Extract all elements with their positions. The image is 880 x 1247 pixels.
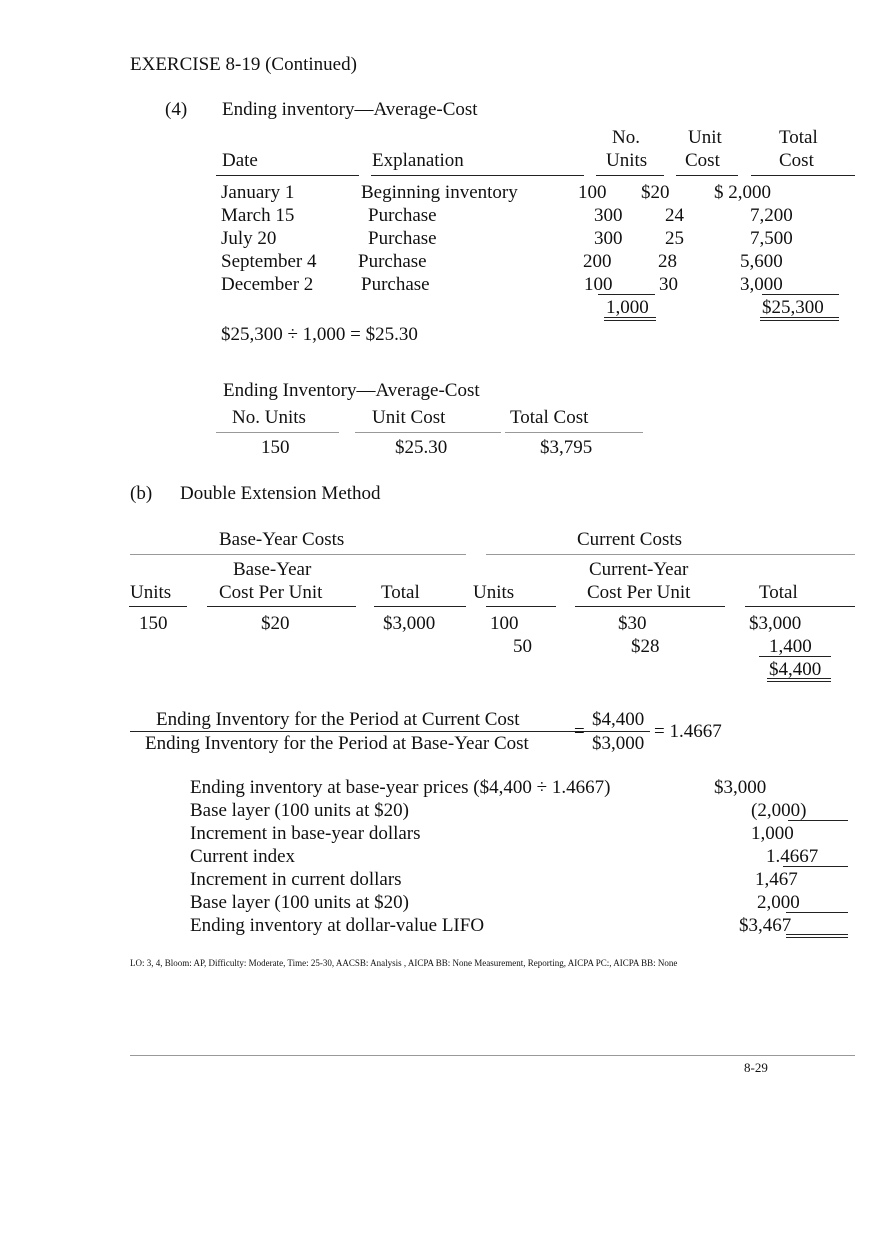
current-total: $3,000 (749, 613, 802, 634)
row-units: 300 (594, 205, 623, 226)
line-label: Current index (190, 846, 296, 867)
current-cpu: $28 (631, 636, 660, 657)
page-title: EXERCISE 8-19 (Continued) (130, 54, 357, 75)
line-value: (2,000) (751, 800, 807, 821)
base-total: $3,000 (383, 613, 436, 634)
col-header: Units (606, 150, 648, 171)
row-explanation: Purchase (368, 205, 437, 226)
line-label: Ending inventory at dollar-value LIFO (190, 915, 485, 936)
col-header: Base-Year (233, 559, 312, 580)
row-date: September 4 (221, 251, 317, 272)
base-units: 150 (139, 613, 168, 634)
col-header: Cost (685, 150, 720, 171)
row-explanation: Purchase (361, 274, 430, 295)
col-header-date: Date (222, 150, 258, 171)
ratio-equals: = (574, 721, 585, 742)
row-total: $ 2,000 (714, 182, 771, 203)
col-header: Units (130, 582, 172, 603)
row-explanation: Purchase (358, 251, 427, 272)
current-grand-total: $4,400 (769, 659, 822, 680)
row-explanation: Beginning inventory (361, 182, 518, 203)
col-header-explanation: Explanation (372, 150, 464, 171)
row-units: 300 (594, 228, 623, 249)
line-value: 1,000 (751, 823, 794, 844)
col-header: Units (473, 582, 515, 603)
row-total: 7,200 (750, 205, 793, 226)
ratio-denominator: $3,000 (592, 733, 645, 754)
page-number: 8-29 (744, 1060, 768, 1075)
summary-header-unit-cost: Unit Cost (372, 407, 446, 428)
summary-units: 150 (261, 437, 290, 458)
line-value: $3,000 (714, 777, 767, 798)
row-date: July 20 (221, 228, 277, 249)
row-explanation: Purchase (368, 228, 437, 249)
part-b-heading: Double Extension Method (180, 483, 381, 504)
line-label: Increment in base-year dollars (190, 823, 421, 844)
line-value: $3,467 (739, 915, 792, 936)
line-value: 2,000 (757, 892, 800, 913)
row-units: 100 (578, 182, 607, 203)
row-total: 5,600 (740, 251, 783, 272)
col-header: Total (759, 582, 798, 603)
col-header: Total (779, 127, 818, 148)
row-total: 3,000 (740, 274, 783, 295)
current-units: 100 (490, 613, 519, 634)
col-header: Cost (779, 150, 814, 171)
total-cost: $25,300 (762, 297, 824, 318)
line-label: Base layer (100 units at $20) (190, 892, 409, 913)
part-heading: Ending inventory—Average-Cost (222, 99, 478, 120)
ratio-denominator-label: Ending Inventory for the Period at Base-Year Cost (145, 733, 529, 754)
part-number: (4) (165, 99, 188, 120)
base-year-costs-header: Base-Year Costs (219, 529, 345, 550)
summary-header-total: Total Cost (510, 407, 589, 428)
row-date: December 2 (221, 274, 314, 295)
line-value: 1.4667 (766, 846, 819, 867)
row-unit-cost: 28 (658, 251, 677, 272)
row-unit-cost: $20 (641, 182, 670, 203)
ratio-numerator: $4,400 (592, 709, 645, 730)
col-header: No. (612, 127, 640, 148)
total-units: 1,000 (606, 297, 649, 318)
average-cost-computation: $25,300 ÷ 1,000 = $25.30 (221, 324, 418, 345)
row-units: 200 (583, 251, 612, 272)
row-total: 7,500 (750, 228, 793, 249)
row-unit-cost: 30 (659, 274, 678, 295)
current-units: 50 (513, 636, 532, 657)
col-header: Current-Year (589, 559, 689, 580)
ratio-result: = 1.4667 (654, 721, 722, 742)
line-label: Increment in current dollars (190, 869, 402, 890)
current-costs-header: Current Costs (577, 529, 683, 550)
col-header: Cost Per Unit (587, 582, 691, 603)
part-b-label: (b) (130, 483, 153, 504)
base-cpu: $20 (261, 613, 290, 634)
line-label: Base layer (100 units at $20) (190, 800, 409, 821)
learning-objectives-footer: LO: 3, 4, Bloom: AP, Difficulty: Moderate, Time: 25-30, AACSB: Analysis , AICPA BB: None Measurement, Reporting, AICPA PC:, AICPA BB: None (130, 958, 678, 968)
current-total: 1,400 (769, 636, 812, 657)
summary-unit-cost: $25.30 (395, 437, 448, 458)
line-label: Ending inventory at base-year prices ($4,400 ÷ 1.4667) (190, 777, 611, 798)
row-unit-cost: 25 (665, 228, 684, 249)
summary-header-units: No. Units (232, 407, 306, 428)
col-header: Total (381, 582, 420, 603)
ratio-numerator-label: Ending Inventory for the Period at Current Cost (156, 709, 520, 730)
summary-total: $3,795 (540, 437, 593, 458)
summary-title: Ending Inventory—Average-Cost (223, 380, 480, 401)
row-date: March 15 (221, 205, 295, 226)
current-cpu: $30 (618, 613, 647, 634)
row-date: January 1 (221, 182, 295, 203)
row-units: 100 (584, 274, 613, 295)
col-header: Cost Per Unit (219, 582, 323, 603)
row-unit-cost: 24 (665, 205, 684, 226)
col-header: Unit (688, 127, 722, 148)
line-value: 1,467 (755, 869, 798, 890)
